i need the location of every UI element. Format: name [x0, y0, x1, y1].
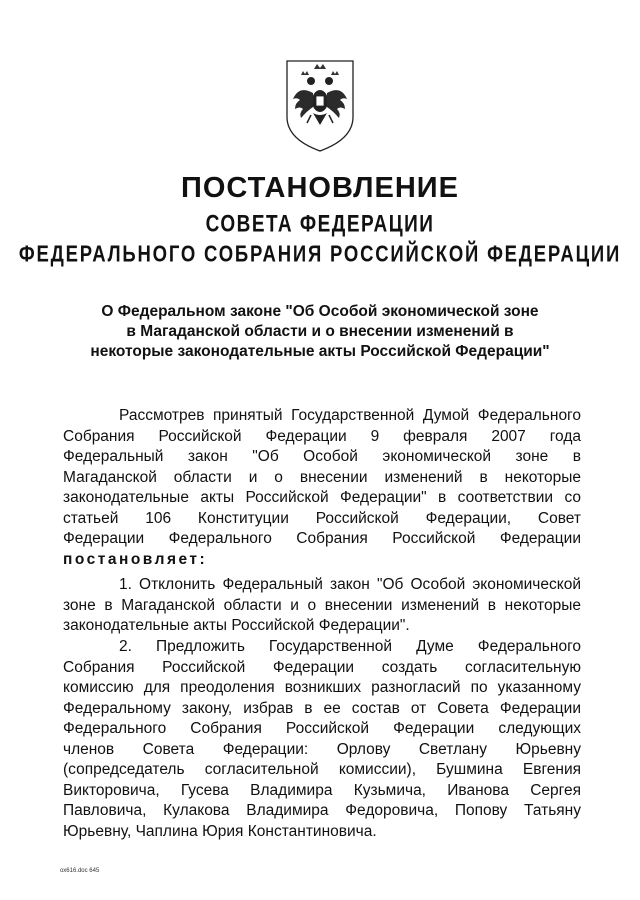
- paragraph-line: Магаданской области и о внесении изменений в некоторые: [63, 468, 581, 486]
- paragraph-line: статьей 106 Конституции Российской Федерации, Совет: [63, 509, 581, 527]
- paragraph-line: Федерального Собрания Российской Федерации следующих: [63, 720, 581, 737]
- paragraph-line: Викторовича, Гусева Владимира Кузьмича, Иванова Сергея: [63, 781, 581, 799]
- paragraph-line: Рассмотрев принятый Государственной Думой Федерального: [119, 407, 581, 424]
- paragraph-line: членов Совета Федерации: Орлову Светлану Юрьевну: [63, 740, 581, 758]
- decree-word: постановляет:: [63, 550, 208, 568]
- paragraph-line: 1. Отклонить Федеральный закон "Об Особой экономической: [119, 576, 581, 593]
- paragraph-line: законодательные акты Российской Федерации" в соответствии со: [63, 489, 581, 506]
- clause-2-paragraph: [63, 637, 581, 842]
- paragraph-line: Федеральный закон "Об Особой экономической зоне в: [63, 448, 581, 465]
- paragraph-line: 2. Предложить Государственной Думе Федерального: [119, 638, 581, 655]
- paragraph-line: Юрьевну, Чаплина Юрия Константиновича.: [63, 822, 377, 840]
- coat-of-arms-icon: [283, 55, 357, 155]
- document-file-code: ох616.doc 645: [60, 868, 100, 874]
- clause-1-paragraph: [63, 575, 581, 637]
- subject-line: некоторые законодательные акты Российской Федерации": [90, 343, 550, 360]
- paragraph-line: законодательные акты Российской Федерации".: [63, 617, 410, 634]
- paragraph-line: (сопредседатель согласительной комиссии), Бушмина Евгения: [63, 761, 581, 778]
- paragraph-line: Федерации Федерального Собрания Российской Федерации: [63, 530, 581, 547]
- paragraph-line: Федеральному закону, избрав в ее состав от Совета Федерации: [63, 699, 581, 717]
- document-subtitle-council: СОВЕТА ФЕДЕРАЦИИ: [205, 211, 435, 238]
- paragraph-line: зоне в Магаданской области и о внесении изменений в некоторые: [63, 596, 581, 614]
- document-subject: [60, 302, 580, 362]
- paragraph-line: комиссию для преодоления возникших разногласий по указанному: [63, 679, 581, 696]
- subject-line: в Магаданской области и о внесении изменений в: [126, 323, 514, 340]
- document-title: ПОСТАНОВЛЕНИЕ: [181, 172, 459, 204]
- paragraph-line: Собрания Российской Федерации создать согласительную: [63, 658, 581, 676]
- preamble-paragraph: [63, 406, 581, 570]
- paragraph-line: Павловича, Кулакова Владимира Федоровича, Попову Татьяну: [63, 802, 581, 819]
- paragraph-line: Собрания Российской Федерации 9 февраля 2007 года: [63, 427, 581, 445]
- document-subtitle-assembly: ФЕДЕРАЛЬНОГО СОБРАНИЯ РОССИЙСКОЙ ФЕДЕРАЦИИ: [18, 240, 622, 267]
- subject-line: О Федеральном законе "Об Особой экономической зоне: [101, 303, 539, 320]
